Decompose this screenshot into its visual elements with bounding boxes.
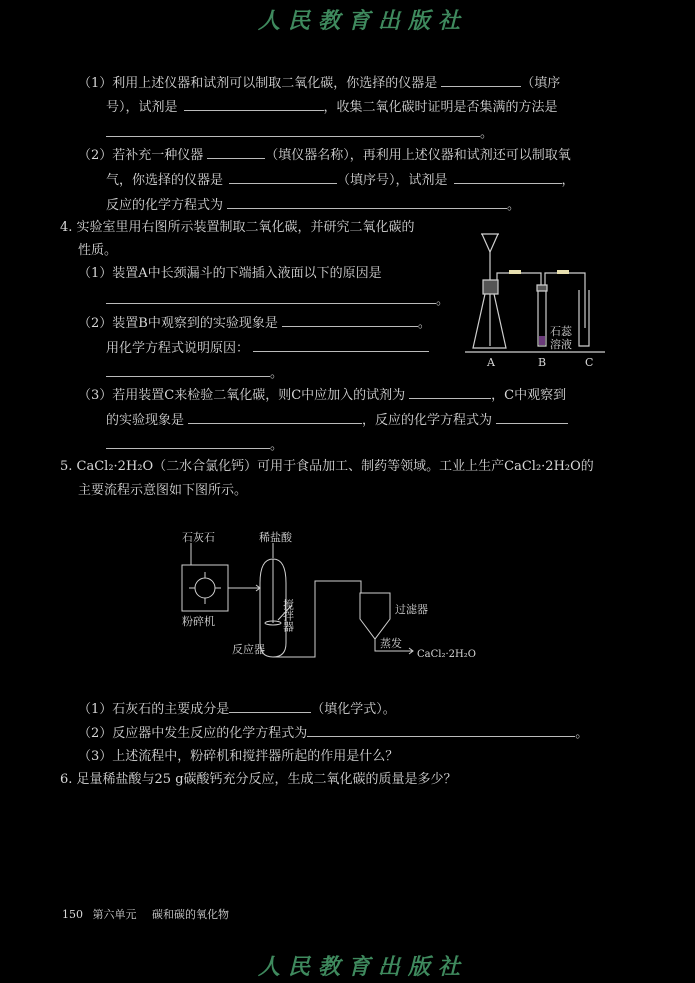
text: ，收集二氧化碳时证明是否集满的方法是 bbox=[323, 100, 558, 115]
text: （2）若补充一种仪器 bbox=[78, 148, 204, 163]
label-c: C bbox=[585, 356, 594, 369]
crusher-icon bbox=[182, 565, 228, 611]
answer-blank[interactable] bbox=[229, 700, 311, 713]
text: （1）装置A中长颈漏斗的下端插入液面以下的原因是 bbox=[78, 266, 382, 281]
text: 反应的化学方程式为 bbox=[106, 198, 224, 213]
co2-apparatus-figure bbox=[465, 228, 605, 370]
filter-icon bbox=[360, 593, 390, 639]
text: 。 bbox=[507, 198, 521, 213]
text: 。 bbox=[270, 438, 284, 453]
text: 的实验现象是 bbox=[106, 413, 185, 428]
answer-blank[interactable] bbox=[207, 146, 265, 159]
answer-blank[interactable] bbox=[106, 436, 270, 449]
text: 。 bbox=[575, 726, 589, 741]
text: （3）若用装置C来检验二氧化碳，则C中应加入的试剂为 bbox=[78, 388, 406, 403]
answer-blank[interactable] bbox=[496, 411, 568, 424]
page-number: 150 bbox=[62, 908, 83, 921]
answer-blank[interactable] bbox=[229, 171, 337, 184]
chapter-title: 碳和碳的氧化物 bbox=[152, 908, 229, 921]
funnel-icon bbox=[481, 234, 499, 252]
question-6: 6. 足量稀盐酸与25 g碳酸钙充分反应，生成二氧化碳的质量是多少？ bbox=[60, 772, 457, 787]
text: （1）利用上述仪器和试剂可以制取二氧化碳，你选择的仪器是 bbox=[78, 76, 438, 91]
stirrer-label: 搅拌器 bbox=[281, 599, 295, 632]
text: （2）反应器中发生反应的化学方程式为 bbox=[78, 726, 308, 741]
evaporate-label: 蒸发 bbox=[380, 637, 402, 650]
unit-label: 第六单元 bbox=[92, 908, 137, 921]
answer-blank[interactable] bbox=[106, 124, 480, 137]
text: （2）装置B中观察到的实验现象是 bbox=[78, 316, 278, 331]
page-footer bbox=[62, 906, 229, 922]
answer-blank[interactable] bbox=[409, 386, 491, 399]
text: 用化学方程式说明原因： bbox=[106, 341, 250, 356]
label-b: B bbox=[538, 356, 547, 369]
text: （填序号），试剂是 bbox=[337, 173, 448, 188]
text: 。 bbox=[417, 316, 431, 331]
answer-blank[interactable] bbox=[307, 724, 575, 737]
answer-blank[interactable] bbox=[227, 196, 507, 209]
answer-blank[interactable] bbox=[184, 98, 324, 111]
filter-label: 过滤器 bbox=[395, 603, 428, 616]
answer-blank[interactable] bbox=[106, 364, 270, 377]
label-a: A bbox=[487, 356, 495, 369]
answer-blank[interactable] bbox=[282, 314, 418, 327]
text: （填仪器名称），再利用上述仪器和试剂还可以制取氧 bbox=[265, 148, 571, 163]
question-stem: 性质。 bbox=[78, 243, 118, 258]
text: ， bbox=[561, 173, 575, 188]
text: （3）上述流程中，粉碎机和搅拌器所起的作用是什么？ bbox=[78, 749, 399, 764]
text: 。 bbox=[270, 366, 284, 381]
reactor-label: 反应器 bbox=[232, 643, 265, 656]
question-stem: 5. CaCl₂·2H₂O（二水合氯化钙）可用于食品加工、制药等领域。工业上生产CaCl₂·2H₂O的 bbox=[60, 459, 594, 474]
question-stem: 4. 实验室里用右图所示装置制取二氧化碳，并研究二氧化碳的 bbox=[60, 220, 415, 235]
limestone-label: 石灰石 bbox=[182, 531, 215, 544]
text: （填化学式）。 bbox=[311, 702, 396, 717]
litmus-label: 石蕊 bbox=[550, 325, 572, 338]
answer-blank[interactable] bbox=[441, 74, 521, 87]
product-label: CaCl₂·2H₂O bbox=[417, 649, 476, 660]
answer-blank[interactable] bbox=[253, 339, 429, 352]
answer-blank[interactable] bbox=[454, 171, 562, 184]
text: （1）石灰石的主要成分是 bbox=[78, 702, 230, 717]
text: ，C中观察到 bbox=[491, 388, 567, 403]
test-tube-c-icon bbox=[579, 290, 589, 346]
text: （填序 bbox=[521, 76, 561, 91]
acid-label: 稀盐酸 bbox=[259, 531, 292, 544]
question-stem: 主要流程示意图如下图所示。 bbox=[78, 483, 248, 498]
text: 号），试剂是 bbox=[106, 100, 178, 115]
text: 。 bbox=[436, 293, 450, 308]
publisher-logo-footer: 人民教育出版社 bbox=[258, 954, 469, 980]
answer-blank[interactable] bbox=[106, 291, 436, 304]
process-flow-diagram bbox=[170, 525, 500, 665]
text: 气，你选择的仪器是 bbox=[106, 173, 224, 188]
crusher-label: 粉碎机 bbox=[182, 615, 215, 628]
text: 。 bbox=[480, 126, 494, 141]
text: ，反应的化学方程式为 bbox=[362, 413, 493, 428]
answer-blank[interactable] bbox=[188, 411, 362, 424]
publisher-logo: 人民教育出版社 bbox=[258, 8, 469, 34]
litmus-label: 溶液 bbox=[550, 338, 572, 351]
